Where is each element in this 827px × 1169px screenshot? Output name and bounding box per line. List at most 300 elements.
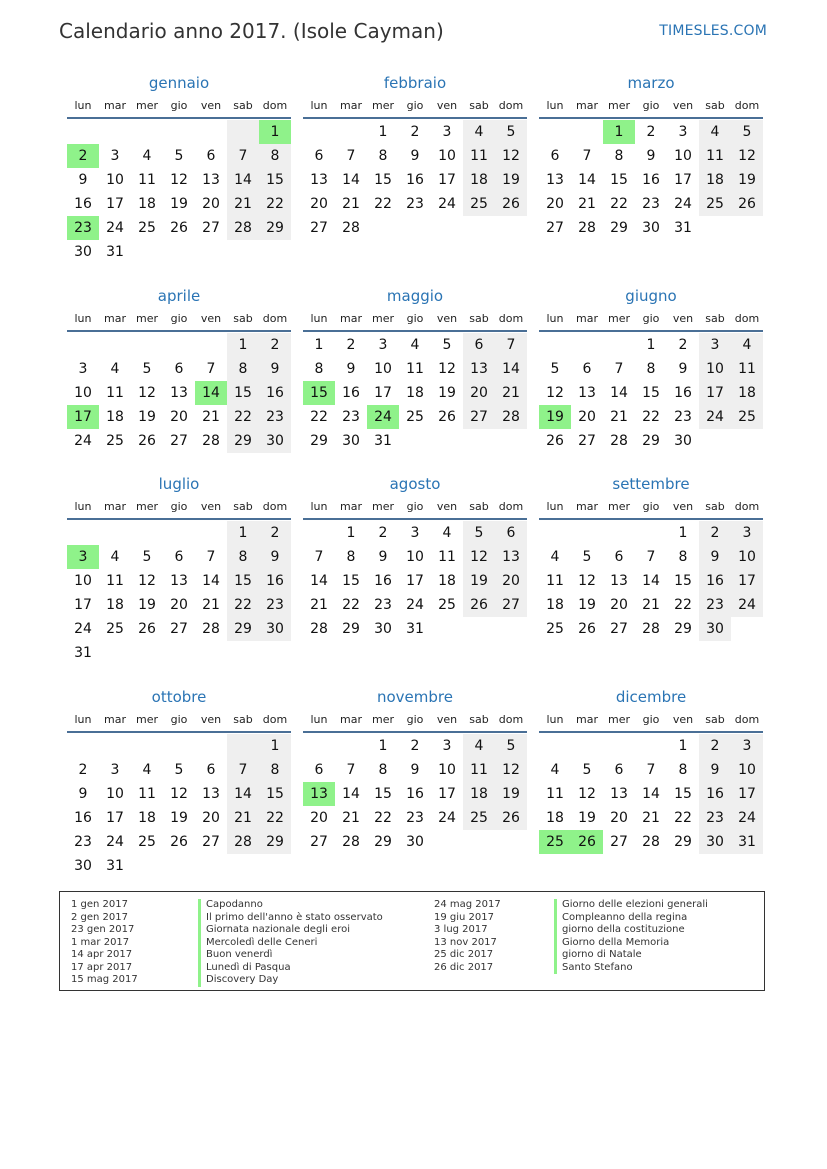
day-cell: 7 [227, 144, 259, 168]
day-cell: 21 [310, 597, 328, 613]
weekday-label: ven [672, 312, 694, 325]
day-cell: 9 [699, 758, 731, 782]
day-cell: 21 [495, 381, 527, 405]
legend-date: 23 gen 2017 [71, 924, 135, 935]
day-cell: 7 [227, 758, 259, 782]
day-cell: 30 [342, 433, 360, 449]
legend-date: 1 gen 2017 [71, 899, 129, 910]
day-cell: 26 [438, 409, 456, 425]
day-cell: 6 [550, 148, 560, 164]
day-cell: 16 [699, 569, 731, 593]
day-cell: 9 [78, 786, 88, 802]
legend-dates-left [71, 899, 191, 987]
day-cell: 4 [110, 549, 120, 565]
legend-holiday-name: Giornata nazionale degli eroi [198, 924, 383, 937]
weekday-label: mar [576, 99, 598, 112]
weekday-label: mer [607, 500, 630, 513]
empty-cell [131, 854, 163, 878]
header-rule [539, 518, 763, 520]
day-cell: 22 [674, 597, 692, 613]
holiday-day-cell: 14 [195, 381, 227, 405]
day-cell: 18 [138, 196, 156, 212]
day-cell: 21 [202, 597, 220, 613]
day-cell: 2 [410, 124, 420, 140]
day-cell: 26 [578, 621, 596, 637]
empty-cell [431, 830, 463, 854]
day-cell: 4 [463, 120, 495, 144]
month-novembre [303, 687, 527, 854]
day-cell: 6 [206, 148, 216, 164]
day-cell: 4 [550, 549, 560, 565]
day-cell: 12 [170, 172, 188, 188]
weekday-label: mer [371, 713, 394, 726]
weekday-label: lun [546, 500, 564, 513]
day-cell: 8 [678, 549, 688, 565]
day-cell: 11 [546, 786, 564, 802]
day-cell: 30 [406, 834, 424, 850]
day-cell: 20 [578, 409, 596, 425]
legend-date: 26 dic 2017 [434, 961, 494, 973]
day-cell: 27 [610, 621, 628, 637]
empty-cell [431, 216, 463, 240]
weekday-label: mer [371, 500, 394, 513]
day-cell: 24 [106, 834, 124, 850]
day-cell: 1 [378, 124, 388, 140]
day-cell: 11 [463, 144, 495, 168]
day-cell: 14 [495, 357, 527, 381]
day-cell: 22 [227, 405, 259, 429]
day-cell: 29 [310, 433, 328, 449]
weekday-label: ven [436, 713, 458, 726]
holiday-day-cell: 13 [303, 782, 335, 806]
day-cell: 3 [699, 333, 731, 357]
weekday-label: sab [233, 713, 253, 726]
weekday-label: dom [262, 500, 288, 513]
day-cell: 2 [646, 124, 656, 140]
empty-cell [539, 120, 571, 144]
day-cell: 5 [550, 361, 560, 377]
day-cell: 28 [202, 433, 220, 449]
empty-cell [163, 333, 195, 357]
weekday-label: dom [734, 312, 760, 325]
legend-date: 17 apr 2017 [71, 961, 133, 973]
weekday-label: lun [546, 713, 564, 726]
day-cell: 17 [74, 597, 92, 613]
legend-date: 15 mag 2017 [71, 974, 138, 985]
weekday-label: mer [607, 312, 630, 325]
holiday-day-cell: 1 [603, 120, 635, 144]
day-cell: 26 [495, 192, 527, 216]
day-cell: 7 [346, 762, 356, 778]
header-rule [67, 731, 291, 733]
day-cell: 21 [642, 810, 660, 826]
day-cell: 18 [463, 168, 495, 192]
day-cell: 10 [731, 758, 763, 782]
empty-cell [131, 521, 163, 545]
day-cell: 8 [314, 361, 324, 377]
legend-holiday-name: Buon venerdì [198, 949, 383, 962]
empty-cell [131, 641, 163, 665]
day-cell: 1 [378, 738, 388, 754]
month-name: settembre [612, 475, 690, 493]
empty-cell [227, 240, 259, 264]
weekday-label: ven [672, 500, 694, 513]
empty-cell [495, 617, 527, 641]
empty-cell [731, 617, 763, 641]
weekday-label: mer [135, 500, 158, 513]
day-cell: 24 [74, 433, 92, 449]
day-cell: 14 [227, 782, 259, 806]
day-cell: 14 [342, 786, 360, 802]
day-cell: 25 [731, 405, 763, 429]
day-grid [67, 734, 291, 878]
day-cell: 1 [314, 337, 324, 353]
day-cell: 5 [142, 549, 152, 565]
day-cell: 4 [463, 734, 495, 758]
day-cell: 4 [110, 361, 120, 377]
weekday-label: sab [233, 312, 253, 325]
day-cell: 29 [342, 621, 360, 637]
day-cell: 30 [674, 433, 692, 449]
day-cell: 13 [170, 385, 188, 401]
weekday-label: lun [74, 312, 92, 325]
day-cell: 12 [731, 144, 763, 168]
day-cell: 23 [406, 810, 424, 826]
day-cell: 19 [138, 409, 156, 425]
empty-cell [131, 333, 163, 357]
empty-cell [227, 734, 259, 758]
weekday-label: gio [170, 99, 188, 112]
day-cell: 9 [410, 148, 420, 164]
weekday-label: sab [233, 99, 253, 112]
day-cell: 1 [646, 337, 656, 353]
weekday-label: mar [104, 99, 126, 112]
legend-date: 14 apr 2017 [71, 949, 133, 960]
day-cell: 11 [138, 172, 156, 188]
day-cell: 20 [202, 810, 220, 826]
day-cell: 28 [642, 834, 660, 850]
weekday-label: dom [734, 713, 760, 726]
day-cell: 22 [610, 196, 628, 212]
weekday-label: sab [705, 99, 725, 112]
legend-date: 2 gen 2017 [71, 911, 129, 923]
weekday-label: dom [262, 99, 288, 112]
weekday-label: lun [310, 500, 328, 513]
weekday-label: lun [310, 312, 328, 325]
day-cell: 27 [546, 220, 564, 236]
day-cell: 12 [138, 385, 156, 401]
day-grid [539, 521, 763, 641]
day-cell: 2 [699, 521, 731, 545]
day-cell: 11 [138, 786, 156, 802]
day-cell: 3 [442, 738, 452, 754]
day-cell: 31 [674, 220, 692, 236]
day-cell: 5 [174, 762, 184, 778]
day-cell: 31 [74, 645, 92, 661]
empty-cell [163, 641, 195, 665]
empty-cell [227, 120, 259, 144]
empty-cell [539, 734, 571, 758]
day-cell: 3 [731, 521, 763, 545]
day-cell: 29 [642, 433, 660, 449]
day-cell: 1 [227, 333, 259, 357]
day-cell: 21 [227, 192, 259, 216]
day-cell: 8 [614, 148, 624, 164]
day-cell: 15 [227, 381, 259, 405]
day-cell: 2 [346, 337, 356, 353]
day-cell: 18 [106, 597, 124, 613]
weekday-header [303, 499, 527, 515]
day-cell: 13 [170, 573, 188, 589]
weekday-header [67, 98, 291, 114]
empty-cell [335, 120, 367, 144]
weekday-label: dom [262, 713, 288, 726]
weekday-label: sab [705, 713, 725, 726]
day-cell: 20 [610, 810, 628, 826]
day-cell: 14 [310, 573, 328, 589]
holiday-day-cell: 1 [259, 120, 291, 144]
empty-cell [603, 521, 635, 545]
day-cell: 31 [106, 858, 124, 874]
day-cell: 11 [406, 361, 424, 377]
day-cell: 29 [227, 429, 259, 453]
day-cell: 6 [206, 762, 216, 778]
day-cell: 13 [610, 786, 628, 802]
empty-cell [195, 521, 227, 545]
day-cell: 18 [699, 168, 731, 192]
month-dicembre [539, 687, 763, 854]
empty-cell [163, 521, 195, 545]
day-cell: 23 [374, 597, 392, 613]
day-cell: 30 [699, 617, 731, 641]
day-cell: 26 [138, 433, 156, 449]
day-cell: 2 [678, 337, 688, 353]
weekday-label: mer [371, 99, 394, 112]
weekday-label: ven [200, 99, 222, 112]
day-cell: 6 [314, 148, 324, 164]
day-cell: 30 [642, 220, 660, 236]
day-cell: 5 [731, 120, 763, 144]
day-cell: 22 [227, 593, 259, 617]
day-cell: 17 [406, 573, 424, 589]
day-cell: 16 [699, 782, 731, 806]
weekday-label: ven [672, 99, 694, 112]
empty-cell [99, 734, 131, 758]
day-cell: 20 [495, 569, 527, 593]
weekday-label: mer [135, 713, 158, 726]
holiday-day-cell: 26 [571, 830, 603, 854]
day-cell: 27 [578, 433, 596, 449]
day-cell: 10 [674, 148, 692, 164]
day-cell: 12 [138, 573, 156, 589]
day-cell: 12 [438, 361, 456, 377]
day-cell: 29 [674, 834, 692, 850]
day-cell: 29 [674, 621, 692, 637]
legend-date: 24 mag 2017 [434, 899, 501, 910]
weekday-label: sab [469, 713, 489, 726]
day-cell: 21 [202, 409, 220, 425]
day-cell: 25 [106, 433, 124, 449]
month-name: marzo [627, 74, 675, 92]
month-name: novembre [377, 688, 453, 706]
day-cell: 7 [646, 762, 656, 778]
weekday-label: lun [74, 99, 92, 112]
day-cell: 4 [142, 148, 152, 164]
day-cell: 23 [406, 196, 424, 212]
empty-cell [195, 333, 227, 357]
day-cell: 12 [463, 545, 495, 569]
month-luglio [67, 474, 291, 665]
weekday-label: mar [104, 500, 126, 513]
day-cell: 9 [78, 172, 88, 188]
empty-cell [571, 333, 603, 357]
day-cell: 31 [106, 244, 124, 260]
weekday-label: sab [469, 500, 489, 513]
brand-link[interactable]: TIMESLES.COM [659, 23, 767, 39]
day-cell: 19 [495, 168, 527, 192]
weekday-label: sab [233, 500, 253, 513]
weekday-label: dom [498, 312, 524, 325]
day-cell: 7 [646, 549, 656, 565]
day-cell: 1 [227, 521, 259, 545]
day-cell: 21 [342, 810, 360, 826]
day-cell: 8 [259, 144, 291, 168]
day-cell: 2 [259, 333, 291, 357]
day-cell: 13 [578, 385, 596, 401]
day-cell: 28 [642, 621, 660, 637]
empty-cell [163, 240, 195, 264]
month-settembre [539, 474, 763, 641]
day-cell: 13 [202, 172, 220, 188]
day-cell: 28 [342, 220, 360, 236]
day-cell: 5 [582, 762, 592, 778]
weekday-header [303, 712, 527, 728]
day-cell: 1 [678, 738, 688, 754]
day-cell: 8 [378, 762, 388, 778]
day-cell: 18 [406, 385, 424, 401]
empty-cell [163, 854, 195, 878]
day-cell: 24 [406, 597, 424, 613]
empty-cell [303, 734, 335, 758]
day-cell: 19 [138, 597, 156, 613]
day-cell: 5 [174, 148, 184, 164]
empty-cell [131, 734, 163, 758]
holiday-day-cell: 25 [539, 830, 571, 854]
weekday-label: ven [200, 713, 222, 726]
day-cell: 13 [495, 545, 527, 569]
empty-cell [67, 333, 99, 357]
weekday-label: sab [705, 500, 725, 513]
day-cell: 22 [674, 810, 692, 826]
day-cell: 19 [463, 569, 495, 593]
weekday-label: dom [734, 99, 760, 112]
day-cell: 24 [438, 196, 456, 212]
empty-cell [131, 120, 163, 144]
day-cell: 8 [378, 148, 388, 164]
weekday-header [303, 311, 527, 327]
day-cell: 17 [374, 385, 392, 401]
day-cell: 14 [642, 573, 660, 589]
day-cell: 9 [678, 361, 688, 377]
day-cell: 9 [410, 762, 420, 778]
day-cell: 16 [74, 810, 92, 826]
day-cell: 3 [442, 124, 452, 140]
weekday-label: gio [170, 713, 188, 726]
holiday-day-cell: 17 [67, 405, 99, 429]
weekday-label: ven [200, 312, 222, 325]
day-cell: 20 [610, 597, 628, 613]
day-cell: 25 [699, 192, 731, 216]
month-name: agosto [389, 475, 441, 493]
day-cell: 14 [202, 573, 220, 589]
day-cell: 12 [495, 144, 527, 168]
day-cell: 31 [374, 433, 392, 449]
day-cell: 4 [410, 337, 420, 353]
empty-cell [495, 216, 527, 240]
day-grid [303, 734, 527, 854]
day-cell: 12 [546, 385, 564, 401]
day-cell: 16 [259, 381, 291, 405]
empty-cell [731, 216, 763, 240]
day-cell: 14 [642, 786, 660, 802]
empty-cell [539, 521, 571, 545]
day-cell: 15 [259, 168, 291, 192]
weekday-label: dom [262, 312, 288, 325]
day-cell: 11 [463, 758, 495, 782]
legend-holiday-name: Santo Stefano [554, 962, 708, 975]
legend-holiday-name: Lunedì di Pasqua [198, 962, 383, 975]
day-cell: 8 [646, 361, 656, 377]
day-cell: 11 [438, 549, 456, 565]
month-name: febbraio [383, 74, 447, 92]
day-cell: 24 [674, 196, 692, 212]
day-grid [67, 333, 291, 453]
day-cell: 26 [546, 433, 564, 449]
day-cell: 25 [406, 409, 424, 425]
legend-names-left [198, 899, 383, 987]
empty-cell [635, 521, 667, 545]
day-cell: 30 [259, 617, 291, 641]
day-cell: 20 [202, 196, 220, 212]
day-cell: 3 [378, 337, 388, 353]
day-cell: 6 [314, 762, 324, 778]
weekday-label: ven [200, 500, 222, 513]
day-cell: 27 [310, 220, 328, 236]
weekday-label: lun [546, 99, 564, 112]
day-cell: 18 [438, 573, 456, 589]
day-cell: 20 [170, 597, 188, 613]
day-cell: 29 [374, 834, 392, 850]
day-cell: 28 [610, 433, 628, 449]
legend-holiday-name: Compleanno della regina [554, 912, 708, 925]
month-name: dicembre [615, 688, 687, 706]
empty-cell [431, 429, 463, 453]
day-cell: 17 [731, 569, 763, 593]
day-cell: 15 [674, 573, 692, 589]
header-rule [67, 330, 291, 332]
day-cell: 27 [463, 405, 495, 429]
day-cell: 6 [614, 762, 624, 778]
day-cell: 20 [170, 409, 188, 425]
weekday-label: gio [642, 312, 660, 325]
month-name: ottobre [151, 688, 207, 706]
empty-cell [603, 734, 635, 758]
day-grid [67, 120, 291, 264]
day-cell: 19 [578, 597, 596, 613]
month-marzo [539, 73, 763, 240]
day-cell: 25 [138, 220, 156, 236]
header-rule [303, 117, 527, 119]
